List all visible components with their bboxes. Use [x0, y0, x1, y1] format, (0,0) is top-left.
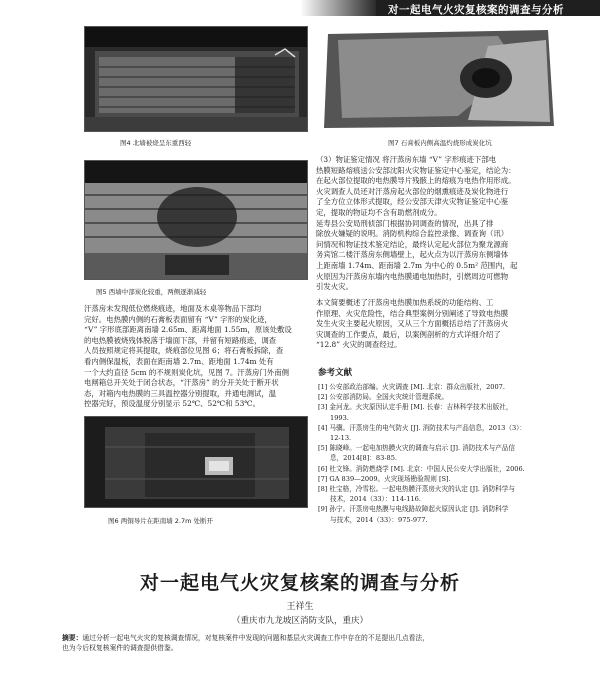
abstract-text: 通过分析一起电气火灾的复核调查情况，对复核案件中发现的问题和基层火灾调查工作中存在的不足提出几点看法， [82, 634, 430, 642]
left-body-text [84, 304, 312, 410]
text-line: 上距南墙 1.74m、距南墙 2.7m 为中心的 0.5m² 范围内，起 [316, 260, 518, 270]
reference-item: [3] 金河龙。火灾原因认定手册 [M]. 长春：吉林科学技术出版社， [318, 403, 513, 412]
references-list [318, 382, 562, 525]
figure-7-photo [318, 26, 558, 132]
reference-item-continued: 12-13. [330, 434, 352, 443]
text-line: 的电热膜被烧残体脱落于墙面下部，并留有短路痕迹，调查 [84, 335, 277, 345]
abstract [62, 633, 558, 653]
text-line: 延寿县公安局刑侦部门根据协同调查的情况，出具了排 [316, 218, 494, 228]
text-line: 态，对箱内电热膜的三具温控器分别提取，并通电测试，温 [84, 388, 277, 398]
text-line: 务宾馆二楼汗蒸房东侧墙壁上，起火点为以汗蒸房东侧墙体 [316, 250, 509, 260]
abstract-label: 摘要： [62, 634, 83, 642]
text-line: 电闸箱总开关处于闭合状态，“汗蒸房” 的分开关处于断开状 [84, 378, 279, 388]
text-line: 人员按照规定将其提取，烧痕部位见图 6；将石膏板拆除，查 [84, 346, 284, 356]
article-title: 对一起电气火灾复核案的调查与分析 [139, 572, 460, 594]
references-heading: 参考文献 [318, 368, 353, 378]
text-line: 看内侧保温板，表面在距南墙 2.7m、距地面 1.74m 处有 [84, 356, 274, 366]
author-affiliation: （重庆市九龙坡区消防支队，重庆） [231, 616, 368, 626]
text-line: 完好。电热膜内侧的石膏板表面留有 “V” 字形的炭化迹， [84, 314, 272, 324]
abstract-line-1 [62, 633, 558, 643]
reference-item: [7] GA 839—2009。火灾现场勘验规则 [S]. [318, 474, 451, 483]
reference-item: [8] 杜宝格，冷雪松。一起电热膜汗蒸房火灾的认定 [J]. 消防科学与 [318, 485, 515, 494]
text-line: 引发火灾。 [316, 282, 353, 292]
right-body-text-2 [316, 298, 560, 351]
text-line: “12.8” 火灾的调查经过。 [316, 340, 402, 350]
text-line: 本文简要概述了汗蒸房电热膜加热系统的功能结构、工 [316, 298, 494, 307]
text-line: 火原因为汗蒸房东墙内电热膜通电加热时，引燃周边可燃物 [316, 271, 509, 281]
header-fade [300, 0, 380, 16]
reference-item: [9] 孙宁。汗蒸房电热膜与电线路故障起火原因认定 [J]. 消防科学 [318, 505, 509, 514]
author-name: 王祥生 [286, 602, 314, 612]
reference-item: [5] 陈晓峰。一起电加热膜火灾的调查与启示 [J]. 消防技术与产品信 [318, 444, 515, 453]
text-line: （3）物证鉴定情况 将汗蒸房东墙 “V” 字形痕迹下部电 [316, 155, 497, 164]
reference-item-continued: 息，2014[8]：83-85. [330, 454, 398, 463]
reference-item: [6] 杜文锋。消防燃烧学 [M]. 北京：中国人民公安大学出版社，2006. [318, 464, 525, 473]
text-line: 火灾调查人员还对汗蒸房起火部位的烟熏痕迹及炭化物进行 [316, 186, 509, 196]
figure-7-caption: 图7 石膏板内侧高温灼烧形成炭化坑 [388, 139, 492, 147]
text-line: 定，提取的物证均不含有助燃剂成分。 [316, 207, 442, 217]
reference-item: [2] 公安部消防局。全国火灾统计管理系统。 [318, 393, 449, 402]
reference-item: [4] 马骥。汗蒸房生的电气防火 [J]. 消防技术与产品信息，2013（3）： [318, 423, 527, 432]
text-line: 汗蒸房未发现低位燃烧痕迹，地面及木桌等物品下部均 [84, 304, 262, 313]
figure-4-photo [84, 26, 308, 132]
text-line: 问情况和物证技术鉴定结论，最终认定起火部位为聚龙源商 [316, 239, 509, 249]
text-line: 在起火部位提取的电热膜导片残骸上的熔痕为电热作用形成。 [316, 176, 516, 186]
right-body-text-1 [316, 155, 560, 293]
figure-5-photo [84, 160, 308, 280]
reference-item-continued: 1993. [330, 413, 349, 422]
text-line: 热膜短路熔痕送公安部沈阳火灾物证鉴定中心鉴定，结论为： [316, 165, 516, 175]
figure-6-caption: 图6 两铜导片在距南墙 2.7m 处断开 [108, 517, 214, 525]
text-line: 了全方位立体形式提取，经公安部天津火灾物证鉴定中心鉴 [316, 197, 509, 207]
reference-item-continued: 与技术，2014（33）：975-977. [330, 515, 428, 524]
reference-item-continued: 技术，2014（33）：114-116. [330, 495, 421, 504]
text-line: 作原理、火灾危险性，结合典型案例分别阐述了导致电热膜 [316, 308, 509, 318]
text-line: “V” 字形底部距离南墙 2.65m、距离地面 1.55m，原该处敷设 [84, 325, 292, 335]
reference-item: [1] 公安部政治部编。火灾调查 [M]. 北京：群众出版社，2007. [318, 383, 505, 391]
figure-4-caption: 图4 北墙被烧呈东重西轻 [120, 139, 192, 147]
text-line: 灾调查的工作要点，最后，以案例剖析的方式详细介绍了 [316, 329, 501, 339]
text-line: 除放火嫌疑的说明。消防机构综合监控录像、调查询（讯） [316, 229, 509, 239]
text-line: 控器完好，预设温度分别显示 52℃、52℃和 53℃。 [84, 399, 260, 409]
running-header-title: 对一起电气火灾复核案的调查与分析 [388, 4, 564, 16]
abstract-line-2: 也为今后权复核案件的调查提供借鉴。 [62, 644, 178, 652]
text-line: 发生火灾主要起火原因，又从三个方面概括总结了汗蒸房火 [316, 319, 509, 329]
running-header [0, 0, 600, 16]
figure-5-caption: 图5 西墙中部炭化较重，两侧逐渐减轻 [96, 288, 207, 296]
text-line: 一个大约直径 5cm 的不规则炭化坑，见图 7。汗蒸房门外南侧 [84, 367, 289, 377]
figure-6-photo [84, 416, 308, 508]
